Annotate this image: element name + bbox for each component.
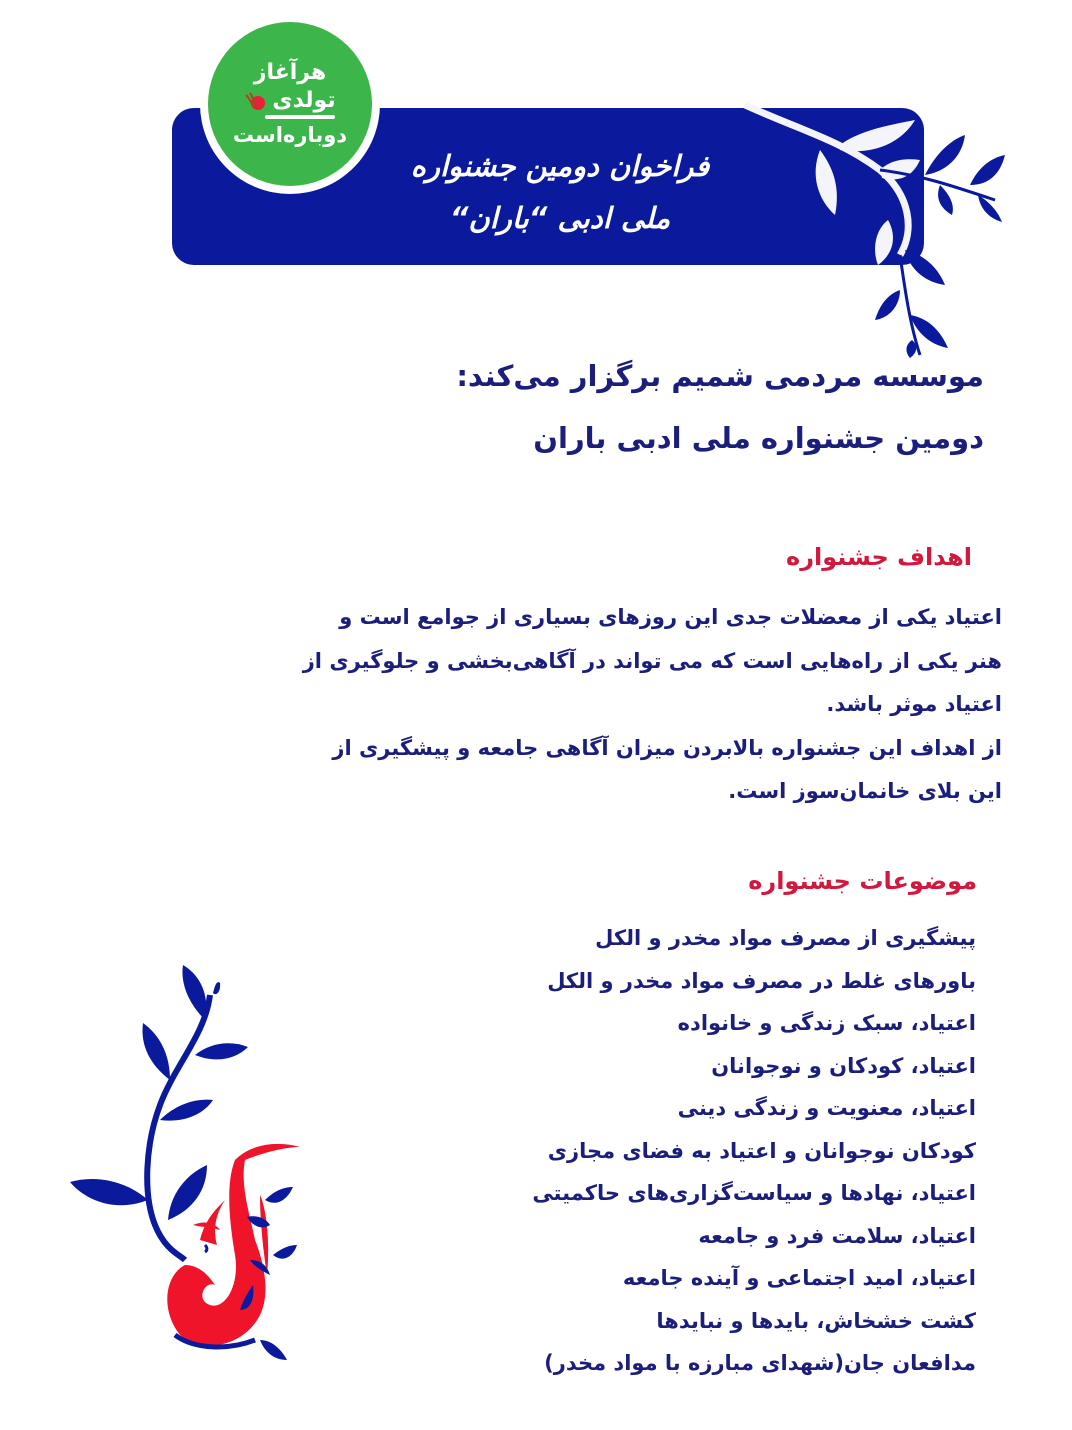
topic-item: اعتیاد، امید اجتماعی و آینده جامعه — [622, 1266, 976, 1290]
organizer-heading-line-1: موسسه مردمی شمیم برگزار می‌کند: — [456, 359, 984, 393]
logo-line-1: هرآغاز — [253, 60, 327, 85]
topic-item: اعتیاد، سبک زندگی و خانواده — [677, 1011, 976, 1035]
logo-line-2 — [244, 87, 335, 115]
topic-item: پیشگیری از مصرف مواد مخدر و الکل — [595, 926, 976, 950]
goals-paragraph-1: اعتیاد یکی از معضلات جدی این روزهای بسیاری از جوامع است و هنر یکی از راه‌هایی است که می تواند در آگاهی‌بخشی و جلوگیری از اعتیاد موثر باشد. — [302, 605, 1002, 716]
logo-underline — [265, 115, 335, 119]
vine-flame-emblem-icon — [55, 955, 325, 1375]
topic-item: کشت خشخاش، بایدها و نبایدها — [656, 1308, 976, 1333]
banner-title-line-1: فراخوان دومین جشنواره — [410, 149, 710, 183]
topic-item: کودکان نوجوانان و اعتیاد به فضای مجازی — [547, 1138, 976, 1163]
banner-title-line-2: ملی ادبی “باران“ — [449, 201, 671, 235]
topic-item: اعتیاد، سلامت فرد و جامعه — [698, 1223, 976, 1248]
banner-title — [330, 140, 790, 244]
logo-line-2-text: تولدی — [272, 88, 336, 113]
goals-paragraph-2: از اهداف این جشنواره بالابردن میزان آگاهی جامعه و پیشگیری از این بلای خانمان‌سوز است. — [332, 735, 1002, 803]
topics-section-title: موضوعات جشنواره — [748, 867, 977, 895]
goals-section-title: اهداف جشنواره — [786, 543, 972, 571]
flame-icon — [244, 91, 268, 111]
topic-item: باورهای غلط در مصرف مواد مخدر و الکل — [547, 968, 976, 993]
topics-list — [336, 917, 976, 1385]
goals-body — [302, 596, 1002, 814]
topic-item: مدافعان جان(شهدای مبارزه با مواد مخدر) — [544, 1351, 976, 1375]
topic-item: اعتیاد، معنویت و زندگی دینی — [677, 1096, 976, 1120]
organizer-heading — [284, 345, 984, 469]
organizer-heading-line-2: دومین جشنواره ملی ادبی باران — [533, 421, 984, 455]
logo-line-3: دوباره‌است — [232, 123, 348, 147]
topic-item: اعتیاد، کودکان و نوجوانان — [711, 1053, 976, 1078]
topic-item: اعتیاد، نهادها و سیاست‌گزاری‌های حاکمیتی — [532, 1181, 976, 1205]
